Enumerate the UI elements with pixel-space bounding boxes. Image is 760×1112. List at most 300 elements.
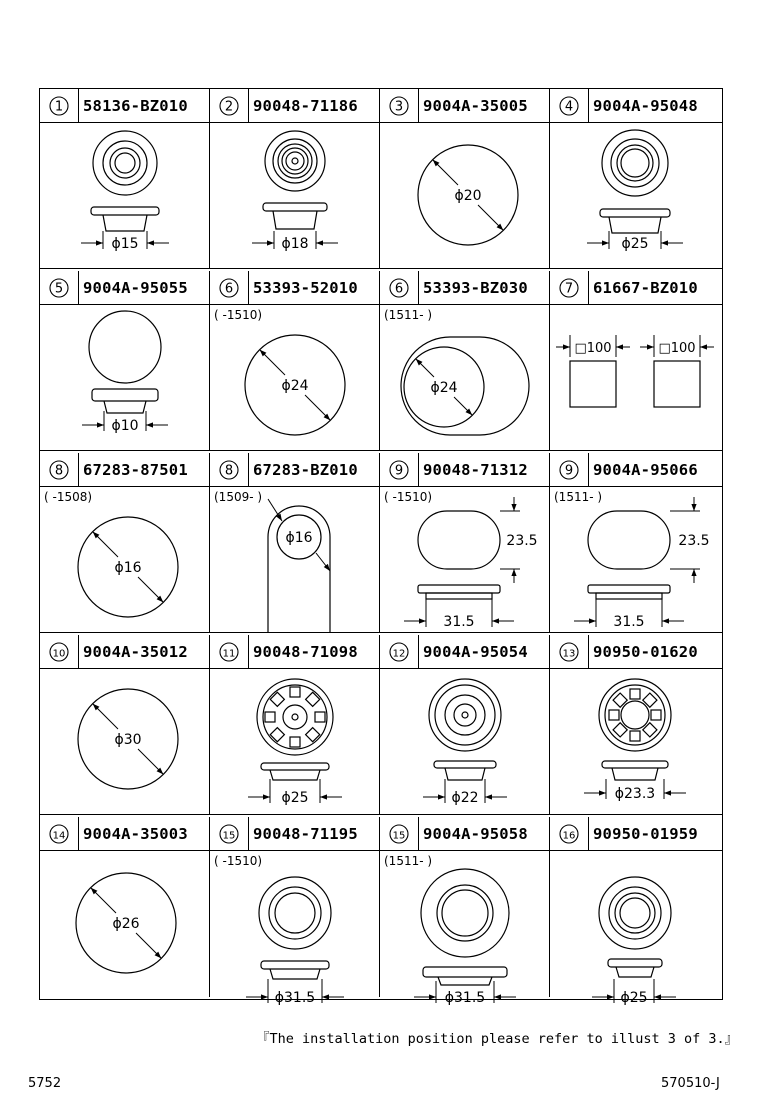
part-cell bbox=[550, 453, 722, 633]
seal-drawing bbox=[550, 305, 720, 451]
plug-body bbox=[270, 770, 320, 780]
arrowhead bbox=[599, 790, 606, 795]
diameter-label: ϕ22 bbox=[451, 790, 479, 806]
part-cell bbox=[550, 89, 722, 269]
part-cell bbox=[550, 635, 722, 815]
rib bbox=[315, 712, 325, 722]
arrowhead bbox=[438, 794, 445, 799]
part-header bbox=[210, 817, 380, 851]
diameter-label: ϕ20 bbox=[454, 188, 482, 204]
arrowhead bbox=[654, 994, 661, 999]
seal-drawing bbox=[380, 305, 550, 451]
diameter-label: ϕ25 bbox=[281, 790, 309, 806]
callout-number-badge bbox=[49, 460, 69, 480]
part-number: 9004A-95054 bbox=[423, 643, 528, 661]
arrowhead bbox=[267, 240, 274, 245]
part-cell bbox=[40, 817, 210, 997]
diameter-label: ϕ15 bbox=[111, 236, 139, 252]
plug-body bbox=[103, 215, 147, 231]
seal-drawing bbox=[550, 669, 720, 815]
header-divider bbox=[418, 817, 419, 851]
flange bbox=[92, 389, 158, 401]
arrowhead bbox=[146, 422, 153, 427]
plug-body bbox=[612, 768, 658, 780]
year-range: (1509- ) bbox=[214, 490, 263, 504]
arrowhead bbox=[661, 240, 668, 245]
part-illustration bbox=[550, 669, 722, 815]
header-divider bbox=[588, 635, 589, 669]
diameter-label: ϕ26 bbox=[112, 916, 140, 932]
callout-number-badge bbox=[219, 96, 239, 116]
diameter-label: ϕ16 bbox=[285, 530, 313, 546]
year-range: ( -1510) bbox=[214, 854, 263, 868]
arrowhead bbox=[647, 344, 654, 349]
plug-body bbox=[438, 977, 492, 985]
square-seal bbox=[570, 361, 616, 407]
part-header bbox=[550, 817, 722, 851]
seal-drawing bbox=[550, 851, 720, 1006]
outline bbox=[442, 890, 488, 936]
outline bbox=[89, 311, 161, 383]
part-illustration bbox=[210, 851, 380, 1006]
outline bbox=[269, 887, 321, 939]
part-number: 53393-BZ030 bbox=[423, 279, 528, 297]
part-number: 9004A-35003 bbox=[83, 825, 188, 843]
part-number: 67283-87501 bbox=[83, 461, 188, 479]
diameter-label: ϕ24 bbox=[430, 380, 458, 396]
part-cell bbox=[380, 89, 550, 269]
diameter-label: ϕ16 bbox=[114, 560, 142, 576]
part-cell bbox=[210, 271, 380, 451]
outline bbox=[617, 145, 653, 181]
rib bbox=[609, 710, 619, 720]
callout-number: 16 bbox=[562, 830, 576, 842]
part-illustration bbox=[40, 305, 210, 451]
parts-row bbox=[40, 635, 722, 815]
outline bbox=[609, 887, 661, 939]
arrowhead bbox=[602, 240, 609, 245]
parts-grid bbox=[39, 88, 723, 1006]
part-cell bbox=[380, 453, 550, 633]
part-cell bbox=[380, 817, 550, 1006]
part-cell bbox=[210, 89, 380, 269]
header-divider bbox=[78, 635, 79, 669]
flange bbox=[588, 585, 670, 593]
size-label: □100 bbox=[574, 341, 612, 356]
part-illustration bbox=[40, 487, 210, 633]
part-illustration bbox=[40, 851, 210, 997]
oval-outline bbox=[401, 337, 529, 435]
part-number: 90950-01620 bbox=[593, 643, 698, 661]
part-header bbox=[550, 89, 722, 123]
arrowhead bbox=[616, 344, 623, 349]
part-number: 90950-01959 bbox=[593, 825, 698, 843]
callout-number: 7 bbox=[564, 281, 574, 297]
outline bbox=[621, 149, 649, 177]
arrowhead bbox=[419, 618, 426, 623]
year-range: (1511- ) bbox=[554, 490, 603, 504]
part-illustration bbox=[550, 305, 722, 451]
part-header bbox=[210, 635, 380, 669]
rib bbox=[630, 731, 640, 741]
part-header bbox=[550, 271, 722, 305]
header-divider bbox=[78, 817, 79, 851]
flange bbox=[261, 763, 329, 770]
callout-number: 14 bbox=[52, 830, 66, 842]
part-header bbox=[40, 271, 210, 305]
callout-number-badge bbox=[559, 96, 579, 116]
height-label: 23.5 bbox=[506, 533, 538, 549]
seal-drawing bbox=[210, 851, 380, 1006]
rib bbox=[265, 712, 275, 722]
diameter-label: ϕ25 bbox=[621, 236, 649, 252]
plug-body bbox=[596, 593, 662, 599]
part-cell bbox=[210, 453, 380, 633]
outline bbox=[429, 679, 501, 751]
callout-number: 3 bbox=[394, 99, 404, 115]
part-header bbox=[40, 635, 210, 669]
header-divider bbox=[418, 89, 419, 123]
seal-drawing bbox=[40, 851, 210, 997]
diameter-label: 31.5 bbox=[443, 614, 475, 630]
header-divider bbox=[418, 635, 419, 669]
plug-body bbox=[616, 967, 654, 977]
part-header bbox=[380, 635, 550, 669]
plug-body bbox=[273, 211, 317, 229]
callout-number-badge bbox=[219, 278, 239, 298]
outline bbox=[283, 705, 307, 729]
callout-number-badge bbox=[559, 278, 579, 298]
part-header bbox=[380, 817, 550, 851]
diameter-label: ϕ25 bbox=[620, 990, 648, 1006]
callout-number: 12 bbox=[392, 648, 406, 660]
catalog-code: 570510-J bbox=[661, 1076, 720, 1091]
diameter-label: ϕ23.3 bbox=[614, 786, 656, 802]
part-cell bbox=[380, 635, 550, 815]
part-number: 9004A-35005 bbox=[423, 97, 528, 115]
outline bbox=[602, 130, 668, 196]
parts-row bbox=[40, 89, 722, 269]
diameter-label: ϕ10 bbox=[111, 418, 139, 434]
square-seal bbox=[654, 361, 700, 407]
arrowhead bbox=[563, 344, 570, 349]
header-divider bbox=[588, 89, 589, 123]
outline bbox=[435, 685, 495, 745]
arrowhead bbox=[494, 994, 501, 999]
part-header bbox=[550, 635, 722, 669]
year-range: (1511- ) bbox=[384, 308, 433, 322]
part-header bbox=[380, 453, 550, 487]
seal-drawing bbox=[210, 123, 380, 269]
part-illustration bbox=[380, 487, 550, 633]
part-number: 9004A-95066 bbox=[593, 461, 698, 479]
part-header bbox=[210, 89, 380, 123]
plug-body bbox=[445, 768, 485, 780]
part-cell bbox=[40, 635, 210, 815]
flange bbox=[434, 761, 496, 768]
callout-number-badge bbox=[49, 278, 69, 298]
header-divider bbox=[248, 453, 249, 487]
header-divider bbox=[588, 271, 589, 305]
outline bbox=[292, 714, 298, 720]
part-illustration bbox=[380, 305, 550, 451]
part-number: 90048-71195 bbox=[253, 825, 358, 843]
parts-row bbox=[40, 271, 722, 451]
seal-drawing bbox=[40, 669, 210, 815]
plug-body bbox=[426, 593, 492, 599]
part-number: 53393-52010 bbox=[253, 279, 358, 297]
arrowhead bbox=[97, 422, 104, 427]
header-divider bbox=[418, 453, 419, 487]
diameter-label: ϕ31.5 bbox=[274, 990, 316, 1006]
outline bbox=[437, 885, 493, 941]
part-number: 9004A-95048 bbox=[593, 97, 698, 115]
arrowhead bbox=[429, 994, 436, 999]
outline bbox=[620, 898, 650, 928]
outline bbox=[445, 695, 485, 735]
arrowhead bbox=[700, 344, 707, 349]
header-divider bbox=[78, 453, 79, 487]
outline bbox=[611, 139, 659, 187]
part-header bbox=[210, 453, 380, 487]
header-divider bbox=[78, 89, 79, 123]
seal-drawing bbox=[380, 123, 550, 269]
outline bbox=[462, 712, 468, 718]
year-range: ( -1510) bbox=[384, 490, 433, 504]
outline bbox=[292, 158, 298, 164]
illustration-number: 5752 bbox=[28, 1076, 62, 1091]
outline bbox=[599, 877, 671, 949]
year-range: (1511- ) bbox=[384, 854, 433, 868]
part-cell bbox=[40, 89, 210, 269]
callout-number: 11 bbox=[222, 648, 236, 660]
part-illustration bbox=[380, 851, 550, 1006]
part-header bbox=[380, 89, 550, 123]
arrowhead bbox=[316, 240, 323, 245]
outline bbox=[421, 869, 509, 957]
callout-number: 8 bbox=[54, 463, 64, 479]
flange bbox=[600, 209, 670, 217]
part-header bbox=[550, 453, 722, 487]
size-label: □100 bbox=[658, 341, 696, 356]
outline bbox=[275, 893, 315, 933]
arrowhead bbox=[147, 240, 154, 245]
rib bbox=[630, 689, 640, 699]
part-header bbox=[40, 89, 210, 123]
arrowhead bbox=[492, 618, 499, 623]
part-illustration bbox=[40, 123, 210, 269]
arrowhead bbox=[607, 994, 614, 999]
part-cell bbox=[40, 453, 210, 633]
part-number: 58136-BZ010 bbox=[83, 97, 188, 115]
callout-number-badge bbox=[49, 824, 69, 844]
outline bbox=[599, 679, 671, 751]
part-header bbox=[40, 817, 210, 851]
seal-drawing bbox=[550, 487, 720, 633]
callout-number-badge bbox=[389, 96, 409, 116]
diameter-label: ϕ30 bbox=[114, 732, 142, 748]
callout-number: 13 bbox=[562, 648, 576, 660]
callout-number: 15 bbox=[222, 830, 236, 842]
callout-number: 1 bbox=[54, 99, 64, 115]
outline bbox=[259, 877, 331, 949]
callout-number-badge bbox=[389, 824, 409, 844]
callout-number: 10 bbox=[52, 648, 66, 660]
seal-drawing bbox=[380, 851, 550, 1006]
rib bbox=[290, 737, 300, 747]
arrowhead bbox=[485, 794, 492, 799]
part-illustration bbox=[210, 487, 380, 633]
arrowhead bbox=[664, 790, 671, 795]
callout-number-badge bbox=[49, 96, 69, 116]
installation-note: 『The installation position please refer to illust 3 of 3.』 bbox=[256, 1031, 739, 1047]
flange bbox=[608, 959, 662, 967]
part-header bbox=[40, 453, 210, 487]
outline bbox=[286, 152, 304, 170]
seal-drawing bbox=[380, 669, 550, 815]
outline bbox=[265, 131, 325, 191]
part-header bbox=[210, 271, 380, 305]
arrowhead bbox=[322, 994, 329, 999]
header-divider bbox=[418, 271, 419, 305]
arrowhead bbox=[261, 994, 268, 999]
part-number: 90048-71312 bbox=[423, 461, 528, 479]
outline bbox=[621, 701, 649, 729]
part-cell bbox=[550, 271, 722, 451]
callout-number-badge bbox=[219, 642, 239, 662]
year-range: ( -1508) bbox=[44, 490, 93, 504]
seal-drawing bbox=[210, 669, 380, 815]
arrowhead bbox=[511, 504, 516, 511]
part-illustration bbox=[380, 669, 550, 815]
callout-number: 2 bbox=[224, 99, 234, 115]
height-label: 23.5 bbox=[678, 533, 710, 549]
part-cell bbox=[380, 271, 550, 451]
flange bbox=[261, 961, 329, 969]
part-cell bbox=[210, 817, 380, 1006]
header-divider bbox=[248, 271, 249, 305]
seal-drawing bbox=[210, 487, 380, 633]
part-number: 9004A-95058 bbox=[423, 825, 528, 843]
outline bbox=[115, 153, 135, 173]
diameter-label: ϕ31.5 bbox=[444, 990, 486, 1006]
part-number: 9004A-95055 bbox=[83, 279, 188, 297]
part-cell bbox=[210, 635, 380, 815]
arrowhead bbox=[263, 794, 270, 799]
part-number: 61667-BZ010 bbox=[593, 279, 698, 297]
seal-drawing bbox=[380, 487, 550, 633]
callout-number-badge bbox=[559, 642, 579, 662]
arrowhead bbox=[662, 618, 669, 623]
part-illustration bbox=[550, 487, 722, 633]
part-cell bbox=[550, 817, 722, 1006]
rib bbox=[290, 687, 300, 697]
flange bbox=[602, 761, 668, 768]
part-illustration bbox=[210, 123, 380, 269]
header-divider bbox=[248, 817, 249, 851]
callout-number: 4 bbox=[564, 99, 574, 115]
callout-number: 5 bbox=[54, 281, 64, 297]
parts-row bbox=[40, 453, 722, 633]
plug-body bbox=[270, 969, 320, 979]
header-divider bbox=[588, 817, 589, 851]
part-number: 9004A-35012 bbox=[83, 643, 188, 661]
callout-number-badge bbox=[219, 824, 239, 844]
callout-number-badge bbox=[389, 460, 409, 480]
part-illustration bbox=[210, 669, 380, 815]
seal-drawing bbox=[40, 123, 210, 269]
part-cell bbox=[40, 271, 210, 451]
outline bbox=[273, 139, 317, 183]
part-number: 90048-71186 bbox=[253, 97, 358, 115]
callout-number: 6 bbox=[224, 281, 234, 297]
callout-number-badge bbox=[219, 460, 239, 480]
arrowhead bbox=[96, 240, 103, 245]
part-illustration bbox=[210, 305, 380, 451]
outline bbox=[257, 679, 333, 755]
arrowhead bbox=[320, 794, 327, 799]
plug-body bbox=[609, 217, 661, 233]
seal-drawing bbox=[210, 305, 380, 451]
parts-row bbox=[40, 817, 722, 1006]
flange bbox=[418, 585, 500, 593]
header-divider bbox=[78, 271, 79, 305]
seal-drawing bbox=[40, 487, 210, 633]
arrowhead bbox=[691, 569, 696, 576]
callout-number: 6 bbox=[394, 281, 404, 297]
callout-number-badge bbox=[559, 824, 579, 844]
part-illustration bbox=[380, 123, 550, 269]
diameter-label: ϕ18 bbox=[281, 236, 309, 252]
callout-number-badge bbox=[389, 278, 409, 298]
outline bbox=[605, 685, 665, 745]
header-divider bbox=[248, 89, 249, 123]
callout-number-badge bbox=[49, 642, 69, 662]
outline bbox=[454, 704, 476, 726]
header-divider bbox=[248, 635, 249, 669]
oval-seal bbox=[418, 511, 500, 569]
callout-number: 8 bbox=[224, 463, 234, 479]
arrowhead bbox=[691, 504, 696, 511]
seal-drawing bbox=[550, 123, 720, 269]
callout-number: 15 bbox=[392, 830, 406, 842]
rib bbox=[651, 710, 661, 720]
arrowhead bbox=[511, 569, 516, 576]
outline bbox=[278, 144, 312, 178]
part-number: 67283-BZ010 bbox=[253, 461, 358, 479]
flange bbox=[263, 203, 327, 211]
callout-number: 9 bbox=[394, 463, 404, 479]
oval-seal bbox=[588, 511, 670, 569]
diameter-label: 31.5 bbox=[613, 614, 645, 630]
part-header bbox=[380, 271, 550, 305]
flange bbox=[423, 967, 507, 977]
year-range: ( -1510) bbox=[214, 308, 263, 322]
outline bbox=[615, 893, 655, 933]
callout-number-badge bbox=[389, 642, 409, 662]
diameter-label: ϕ24 bbox=[281, 378, 309, 394]
part-number: 90048-71098 bbox=[253, 643, 358, 661]
part-illustration bbox=[40, 669, 210, 815]
part-illustration bbox=[550, 123, 722, 269]
flange bbox=[91, 207, 159, 215]
plug-body bbox=[104, 401, 146, 413]
outline bbox=[263, 685, 327, 749]
part-illustration bbox=[550, 851, 722, 1006]
callout-number-badge bbox=[559, 460, 579, 480]
seal-drawing bbox=[40, 305, 210, 451]
header-divider bbox=[588, 453, 589, 487]
